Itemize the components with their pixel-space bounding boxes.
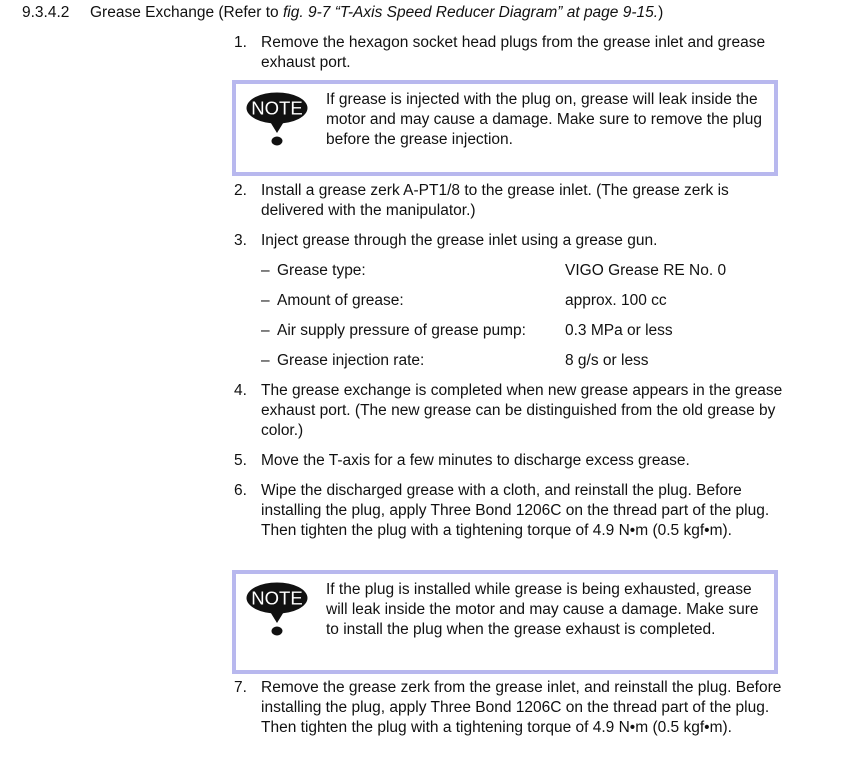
spec-value: approx. 100 cc xyxy=(565,292,667,309)
step-1 xyxy=(234,33,784,73)
step-7 xyxy=(234,678,784,738)
step-text: Wipe the discharged grease with a cloth, and reinstall the plug. Before installing the plug, apply Three Bond 1206C on the thread part of the plug. Then tighten the plug with a tightening torque of 4.9 N•m (0.5 kgf•m). xyxy=(261,482,770,539)
note-icon-label: NOTE xyxy=(251,587,303,609)
spec-row-air-pressure xyxy=(261,321,526,341)
dash: – xyxy=(261,322,270,339)
step-text: Remove the grease zerk from the grease inlet, and reinstall the plug. Before installing the plug, apply Three Bond 1206C on the thread part of the plug. Then tighten the plug with a tightening torque of 4.9 N•m (0.5 kgf•m). xyxy=(261,679,782,736)
step-5 xyxy=(234,451,784,471)
note-icon-label: NOTE xyxy=(251,97,303,119)
step-4 xyxy=(234,381,784,441)
section-number: 9.3.4.2 xyxy=(22,4,70,21)
step-number: 2. xyxy=(234,182,247,199)
step-number: 6. xyxy=(234,482,247,499)
dash: – xyxy=(261,352,270,369)
step-3 xyxy=(234,231,784,251)
step-text: The grease exchange is completed when new grease appears in the grease exhaust port. (The new grease can be distinguished from the old grease by color.) xyxy=(261,382,783,439)
spec-row-amount xyxy=(261,291,404,311)
spec-row-grease-type xyxy=(261,261,366,281)
spec-label: Amount of grease: xyxy=(277,292,404,309)
step-number: 4. xyxy=(234,382,247,399)
section-heading xyxy=(22,3,663,23)
section-title: Grease Exchange (Refer to xyxy=(90,4,283,21)
section-title-end: ) xyxy=(658,4,664,21)
dash: – xyxy=(261,262,270,279)
spec-row-injection-rate xyxy=(261,351,424,371)
step-text: Move the T-axis for a few minutes to discharge excess grease. xyxy=(261,452,690,469)
note-box-2 xyxy=(232,570,778,674)
note-text: If grease is injected with the plug on, grease will leak inside the motor and may cause a damage. Make sure to remove the plug before the grease injection. xyxy=(326,91,762,148)
spec-label: Air supply pressure of grease pump: xyxy=(277,322,526,339)
step-number: 5. xyxy=(234,452,247,469)
step-6 xyxy=(234,481,784,541)
step-text: Remove the hexagon socket head plugs from the grease inlet and grease exhaust port. xyxy=(261,34,766,71)
spec-value: 0.3 MPa or less xyxy=(565,322,673,339)
spec-label: Grease type: xyxy=(277,262,366,279)
spec-label: Grease injection rate: xyxy=(277,352,425,369)
step-2 xyxy=(234,181,784,221)
spec-value: VIGO Grease RE No. 0 xyxy=(565,262,727,279)
spec-value: 8 g/s or less xyxy=(565,352,649,369)
step-number: 1. xyxy=(234,34,247,51)
step-text: Inject grease through the grease inlet using a grease gun. xyxy=(261,232,658,249)
note-icon xyxy=(245,581,309,637)
figure-reference: fig. 9-7 “T-Axis Speed Reducer Diagram” at page 9-15. xyxy=(283,4,659,21)
step-number: 7. xyxy=(234,679,247,696)
step-text: Install a grease zerk A-PT1/8 to the grease inlet. (The grease zerk is delivered with the manipulator.) xyxy=(261,182,729,219)
dash: – xyxy=(261,292,270,309)
note-box-1 xyxy=(232,80,778,176)
note-icon xyxy=(245,91,309,147)
step-number: 3. xyxy=(234,232,247,249)
note-text: If the plug is installed while grease is being exhausted, grease will leak inside the motor and may cause a damage. Make sure to install the plug when the grease exhaust is completed. xyxy=(326,581,759,638)
